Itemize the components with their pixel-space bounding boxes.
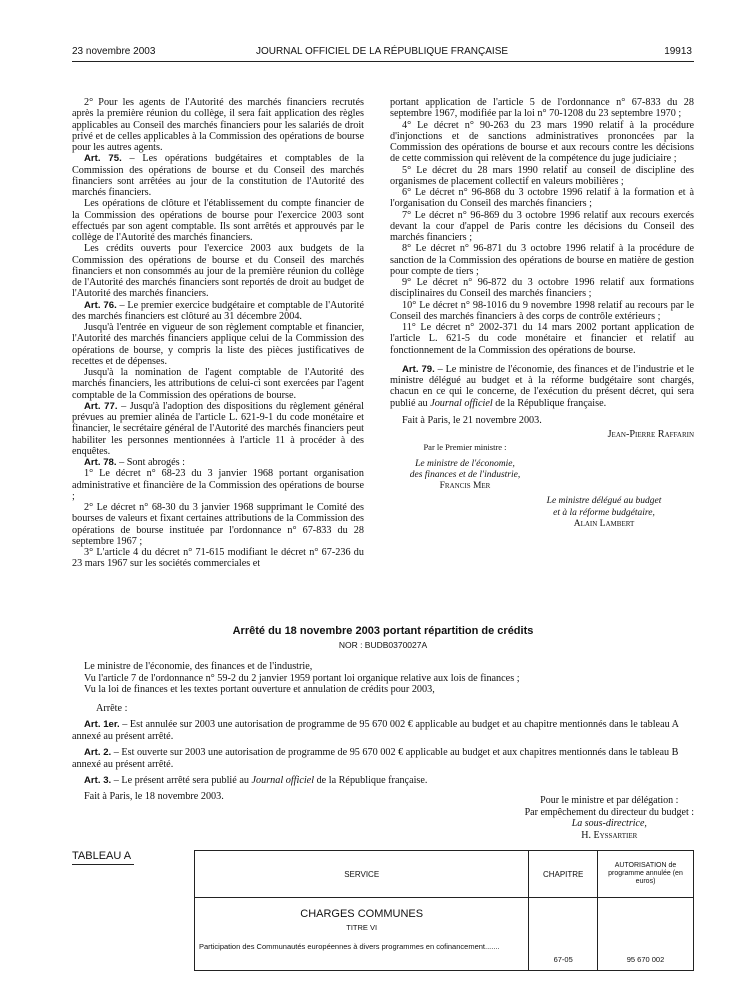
arrete-section	[72, 626, 694, 802]
pm-signature: Jean-Pierre Raffarin	[607, 429, 694, 440]
minister-name: Francis Mer	[439, 481, 491, 491]
signature-line: Par empêchement du directeur du budget :	[524, 806, 694, 818]
arrete-intro: Vu l'article 7 de l'ordonnance n° 59-2 du 2 janvier 1959 portant loi organique relative aux lois de finances ;	[84, 672, 520, 684]
table-row	[195, 898, 694, 971]
titre-label: TITRE VI	[346, 923, 378, 932]
list-item: 5° Le décret du 28 mars 1990 relatif au conseil de discipline des organismes de placement collectif en valeurs mobilières ;	[390, 164, 694, 187]
arrete-intro: Vu la loi de finances et les textes portant ouverture et annulation de crédits pour 2003,	[84, 684, 435, 695]
article-78	[72, 457, 364, 468]
chapitre-cell: 67-05	[529, 898, 598, 971]
minister-title: des finances et de l'industrie,	[409, 469, 521, 480]
article-text: de la République française.	[314, 775, 428, 786]
article-76	[72, 300, 364, 323]
paragraph: portant application de l'article 5 de l'ordonnance n° 67-833 du 28 septembre 1967, modifiée par la loi n° 70-1208 du 23 septembre 1970 ;	[390, 97, 694, 120]
arrete-signature	[525, 795, 694, 841]
paragraph: 2° Pour les agents de l'Autorité des marchés financiers recrutés après la première réunion du collège, il sera fait application des règles applicables au Conseil des marchés financiers pour les salariés de droit privé et de celles applicables à la Commission des opérations de bourse pour les autres agents.	[72, 97, 364, 153]
article-text: – Le présent arrêté sera publié au	[111, 775, 252, 786]
article-label: Art. 2.	[84, 747, 112, 758]
paragraph: Jusqu'à la nomination de l'agent comptable de l'Autorité des marchés financiers, les attributions de celui-ci sont exercées par l'agent comptable de la Commission des opérations de bourse.	[72, 367, 364, 401]
paragraph: Les crédits ouverts pour l'exercice 2003 aux budgets de la Commission des opérations de bourse et du Conseil des marchés financiers et non consommés au jour de la première réunion du collège de l'Autorité des marchés financiers sont reportés de droit au budget de l'Autorité des marchés financiers.	[72, 243, 364, 300]
row-label-text: Participation des Communautés européennes à divers programmes en cofinancement	[199, 942, 485, 951]
service-cell	[195, 898, 529, 971]
article-text: – Le premier exercice budgétaire et comptable de l'Autorité des marchés financiers est clôturé au 31 décembre 2004.	[72, 299, 364, 322]
list-item: 4° Le décret n° 90-263 du 23 mars 1990 relatif à la procédure d'injonctions et de sanctions administratives prononcées par la Commission des opérations de bourse et aux recours contre les décisions de cette commission qui relèvent de la compétence du juge judiciaire ;	[390, 119, 694, 165]
header-rule	[72, 61, 694, 62]
article-label: Art. 76.	[84, 299, 117, 311]
signature-line: Pour le ministre et par délégation :	[540, 795, 679, 806]
minister-title: Le ministre de l'économie,	[415, 458, 515, 469]
signature-line: La sous-directrice,	[571, 818, 647, 829]
page-header	[72, 46, 692, 60]
list-item: 1° Le décret n° 68-23 du 3 janvier 1968 portant organisation administrative et financière de la Commission des opérations de bourse ;	[72, 468, 364, 502]
article-77	[72, 401, 364, 457]
col-header-autorisation: AUTORISATION de programme annulée (en euros)	[597, 851, 693, 898]
article-label: Art. 77.	[84, 400, 118, 412]
row-label	[195, 942, 528, 951]
article-text: de la République française.	[492, 397, 607, 409]
article-label: Art. 1er.	[84, 719, 120, 730]
header-page-number: 19913	[664, 46, 692, 57]
article-text: – Est annulée sur 2003 une autorisation de programme de 95 670 002 € applicable au budget et au chapitre mentionnés dans le tableau A annexé au présent arrêté.	[72, 719, 679, 742]
list-item: 6° Le décret n° 96-868 du 3 octobre 1996 relatif à la formation et à l'organisation du Conseil des marchés financiers ;	[390, 187, 694, 210]
minister-title: et à la réforme budgétaire,	[553, 507, 655, 518]
col-header-chapitre: CHAPITRE	[529, 851, 598, 898]
arrete-label: Arrête :	[96, 702, 128, 714]
header-date: 23 novembre 2003	[72, 46, 156, 57]
decree-fait: Fait à Paris, le 21 novembre 2003.	[402, 414, 542, 426]
section-title: CHARGES COMMUNES	[300, 908, 424, 920]
article-text: – Jusqu'à l'adoption des dispositions du règlement général prévues au premier alinéa de l'article L. 621-9-1 du code monétaire et financier, le secrétaire général de l'Autorité des marchés financiers peut habiliter les personnes mentionnées à l'article 11 à procéder à des enquêtes.	[72, 400, 365, 457]
article-label: Art. 75.	[84, 153, 122, 165]
header-journal-title: JOURNAL OFFICIEL DE LA RÉPUBLIQUE FRANÇAISE	[255, 46, 509, 57]
list-item: 10° Le décret n° 98-1016 du 9 novembre 1998 relatif au recours par le Conseil des marchés financiers à des corps de contrôle extérieurs ;	[390, 299, 694, 322]
article-text: – Le ministre de l'économie, des finances et de l'industrie et le ministre délégué au budget et à la réforme budgétaire sont chargés, chacun en ce qui le concerne, de l'exécution du présent décret, qui sera publié au	[390, 363, 694, 409]
article-text: – Sont abrogés :	[116, 457, 186, 468]
arrete-title: Arrêté du 18 novembre 2003 portant répartition de crédits	[232, 625, 534, 637]
article-text: – Les opérations budgétaires et comptables de la Commission des opérations de bourse et du Conseil des marchés financiers sont arrêtées au jour de la constitution de l'Autorité des marchés financiers.	[72, 153, 364, 198]
list-item: 8° Le décret n° 96-871 du 3 octobre 1996 relatif à la procédure de sanction de la Commission des opérations de bourse en matière de gestion pour compte de tiers ;	[390, 243, 694, 277]
right-column	[390, 97, 694, 530]
paragraph: Les opérations de clôture et l'établissement du compte financier de la Commission des opérations de bourse pour l'exercice 2003 sont effectués par son agent comptable. Ils sont arrêtés et approuvés par le collège de l'Autorité des marchés financiers.	[72, 198, 364, 243]
minister-budget-block	[514, 496, 694, 530]
minister-economy-block	[390, 442, 540, 492]
journal-officiel-ref: Journal officiel	[251, 775, 315, 786]
article-label: Art. 3.	[84, 775, 112, 786]
arrete-article-2	[72, 747, 694, 770]
tableau-a	[194, 850, 694, 971]
table-title: TABLEAU A	[72, 850, 132, 862]
article-text: – Est ouverte sur 2003 une autorisation de programme de 95 670 002 € applicable au budget et aux chapitres mentionnés dans le tableau B annexé au présent arrêté.	[72, 747, 679, 770]
minister-name: Alain Lambert	[573, 518, 635, 529]
article-75	[72, 153, 364, 198]
minister-title: Le ministre délégué au budget	[546, 496, 662, 507]
left-column	[72, 97, 364, 570]
paragraph: Jusqu'à l'entrée en vigueur de son règlement comptable et financier, l'Autorité des marchés financiers applique celui de la Commission des opérations de bourse, y compris la liste des pièces justificatives de recettes et de dépenses.	[72, 322, 364, 367]
col-header-service: SERVICE	[195, 851, 529, 898]
article-79	[390, 364, 694, 409]
article-label: Art. 79.	[402, 363, 435, 375]
arrete-article-1	[72, 719, 694, 742]
by-pm-label: Par le Premier ministre :	[423, 442, 507, 453]
list-item: 3° L'article 4 du décret n° 71-615 modifiant le décret n° 67-236 du 23 mars 1967 sur les sociétés commerciales et	[72, 547, 364, 570]
signatory-name: H. Eyssartier	[581, 829, 638, 841]
table-title-rule	[72, 864, 134, 865]
arrete-fait: Fait à Paris, le 18 novembre 2003.	[84, 790, 224, 802]
nor-reference: NOR : BUDB0370027A	[338, 639, 428, 650]
value-cell: 95 670 002	[597, 898, 693, 971]
arrete-article-3	[72, 775, 694, 787]
list-item: 7° Le décret n° 96-869 du 3 octobre 1996 relatif aux recours exercés devant la cour d'appel de Paris contre les décisions du Conseil des marchés financiers ;	[390, 209, 694, 243]
leader-dots: .......	[485, 942, 500, 951]
journal-officiel-ref: Journal officiel	[430, 397, 493, 409]
list-item: 2° Le décret n° 68-30 du 3 janvier 1968 supprimant le Comité des bourses de valeurs et fixant certaines attributions de la Commission des opérations de bourse instituée par l'ordonnance n° 67-833 du 28 septembre 1967 ;	[72, 502, 364, 547]
list-item: 11° Le décret n° 2002-371 du 14 mars 2002 portant application de l'article L. 621-5 du code monétaire et financier et relatif au fonctionnement de la Commission des opérations de bourse.	[390, 322, 694, 356]
list-item: 9° Le décret n° 96-872 du 3 octobre 1996 relatif aux formations disciplinaires du Conseil des marchés financiers ;	[390, 277, 694, 300]
arrete-intro: Le ministre de l'économie, des finances et de l'industrie,	[84, 661, 313, 672]
article-label: Art. 78.	[84, 457, 117, 468]
